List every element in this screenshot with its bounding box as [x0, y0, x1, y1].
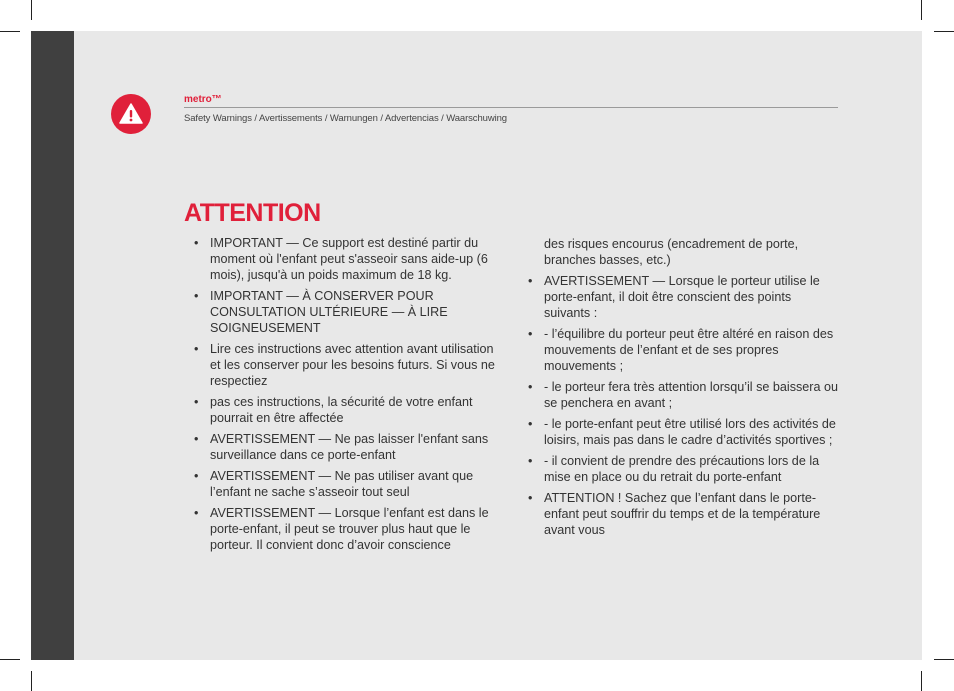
bullet: •	[194, 469, 199, 483]
header-subtitle: Safety Warnings / Avertissements / Warnungen / Advertencias / Waarschuwing	[184, 113, 507, 124]
list-item-text: IMPORTANT — À CONSERVER POUR CONSULTATION ULTÉRIEURE — À LIRE SOIGNEUSEMENT	[210, 289, 448, 335]
crop-mark	[921, 0, 922, 20]
page-title: ATTENTION	[184, 199, 321, 227]
crop-mark	[921, 671, 922, 691]
warning-triangle-icon	[111, 94, 151, 134]
list-item-text: - le porte-enfant peut être utilisé lors des activités de loisirs, mais pas dans le cadre d’activités sportives ;	[544, 417, 836, 447]
warnings-column-left	[194, 235, 504, 558]
page-spine	[31, 31, 74, 660]
list-item	[528, 273, 840, 321]
warnings-column-right	[528, 236, 840, 543]
list-item	[528, 490, 840, 538]
list-item	[528, 416, 840, 448]
bullet: •	[194, 342, 199, 356]
list-item	[194, 341, 504, 389]
crop-mark	[934, 659, 954, 660]
bullet: •	[194, 395, 199, 409]
bullet: •	[528, 380, 533, 394]
list-item-text: AVERTISSEMENT — Lorsque l’enfant est dans le porte-enfant, il peut se trouver plus haut que le porteur. Il convient donc d’avoir conscience	[210, 506, 489, 552]
list-item	[194, 235, 504, 283]
list-item-text: ATTENTION ! Sachez que l’enfant dans le porte-enfant peut souffrir du temps et de la température avant vous	[544, 491, 821, 537]
list-item-text: Lire ces instructions avec attention avant utilisation et les conserver pour les besoins futurs. Si vous ne respectiez	[210, 342, 495, 388]
list-item	[194, 505, 504, 553]
bullet: •	[194, 289, 199, 303]
crop-mark	[0, 31, 20, 32]
brand-name: metro™	[184, 94, 222, 105]
list-item	[194, 468, 504, 500]
list-item	[528, 326, 840, 374]
crop-mark	[31, 0, 32, 20]
bullet: •	[528, 491, 533, 505]
bullet: •	[528, 454, 533, 468]
bullet: •	[194, 432, 199, 446]
list-item-text: IMPORTANT — Ce support est destiné partir du moment où l'enfant peut s'asseoir sans aide-up (6 mois), jusqu'à un poids maximum de 18 kg.	[210, 236, 488, 282]
bullet: •	[194, 506, 199, 520]
bullet: •	[528, 274, 533, 288]
list-item	[194, 394, 504, 426]
list-item-text: - il convient de prendre des précautions lors de la mise en place ou du retrait du porte-enfant	[544, 454, 820, 484]
list-item	[194, 431, 504, 463]
list-item	[194, 288, 504, 336]
list-item-text: - l’équilibre du porteur peut être altéré en raison des mouvements de l’enfant et de ses propres mouvements ;	[544, 327, 834, 373]
list-item-text: des risques encourus (encadrement de porte, branches basses, etc.)	[544, 237, 799, 267]
bullet: •	[528, 327, 533, 341]
list-item-text: pas ces instructions, la sécurité de votre enfant pourrait en être affectée	[210, 395, 473, 425]
list-item-text: AVERTISSEMENT — Ne pas utiliser avant que l’enfant ne sache s’asseoir tout seul	[210, 469, 474, 499]
list-item	[528, 379, 840, 411]
crop-mark	[31, 671, 32, 691]
bullet: •	[528, 417, 533, 431]
list-item	[528, 453, 840, 485]
list-item-text: - le porteur fera très attention lorsqu’il se baissera ou se penchera en avant ;	[544, 380, 839, 410]
header-divider	[184, 107, 838, 108]
crop-mark	[934, 31, 954, 32]
list-item-text: AVERTISSEMENT — Lorsque le porteur utilise le porte-enfant, il doit être conscient des points suivants :	[544, 274, 820, 320]
list-item-continuation	[528, 236, 840, 268]
list-item-text: AVERTISSEMENT — Ne pas laisser l'enfant sans surveillance dans ce porte-enfant	[210, 432, 489, 462]
bullet: •	[194, 236, 199, 250]
crop-mark	[0, 659, 20, 660]
